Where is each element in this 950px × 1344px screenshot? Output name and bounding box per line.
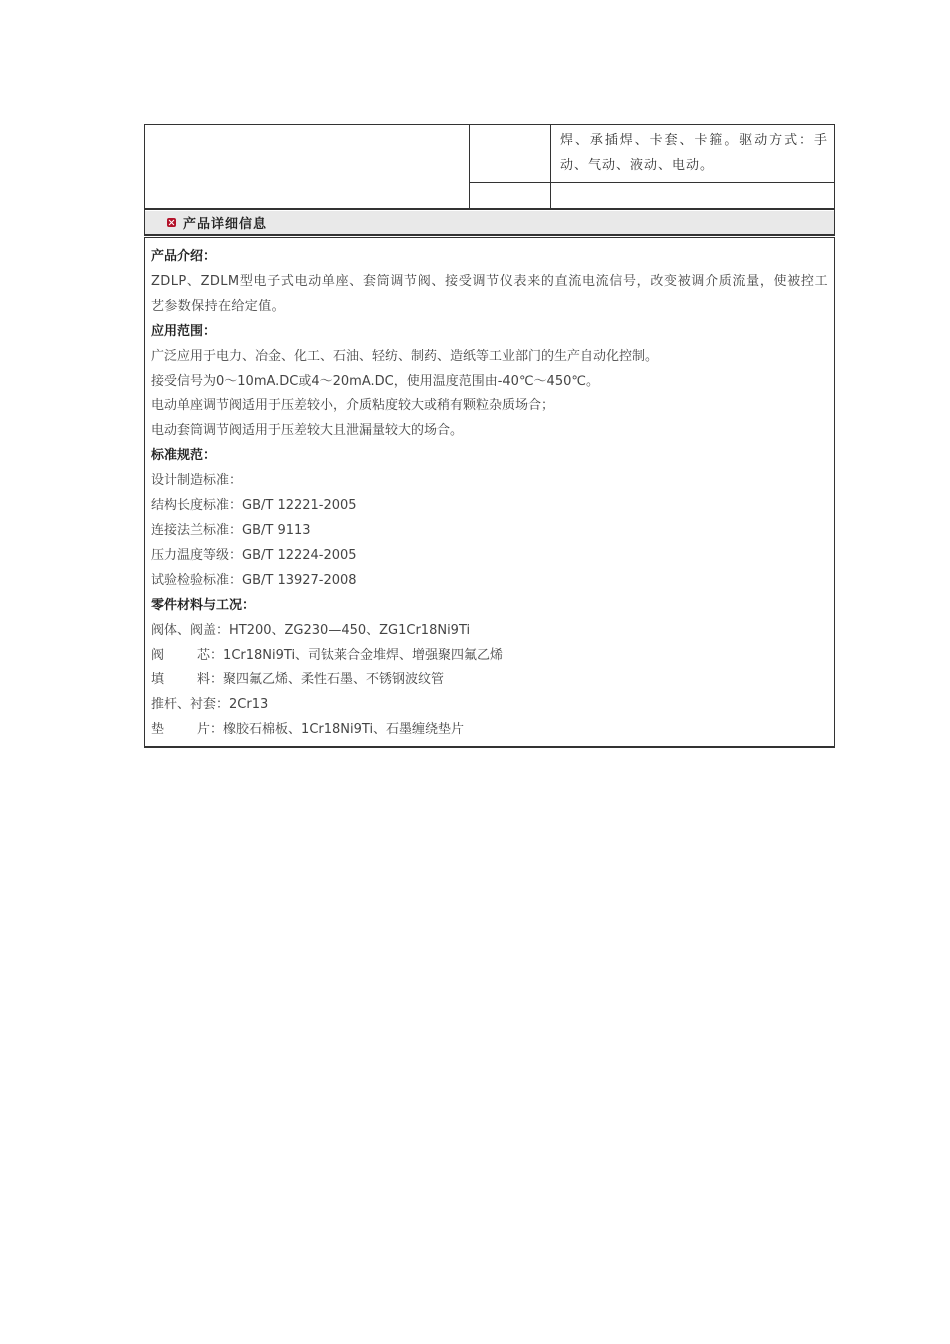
materials-line: 填 料：聚四氟乙烯、柔性石墨、不锈钢波纹管 (151, 672, 445, 688)
materials-line: 阀 芯：1Cr18Ni9Ti、司钛莱合金堆焊、增强聚四氟乙烯 (151, 647, 504, 663)
spec-table-value-cell-2 (551, 183, 835, 209)
application-line: 接受信号为0～10mA.DC或4～20mA.DC，使用温度范围由-40℃～450℃。 (151, 373, 599, 389)
standards-line: 压力温度等级：GB/T 12224-2005 (151, 547, 357, 563)
section-header (144, 208, 835, 236)
standards-line: 连接法兰标准：GB/T 9113 (151, 522, 311, 538)
application-line: 电动单座调节阀适用于压差较小，介质粘度较大或稍有颗粒杂质场合； (151, 398, 555, 414)
standards-line: 设计制造标准： (151, 473, 243, 489)
intro-text: ZDLP、ZDLM型电子式电动单座、套筒调节阀、接受调节仪表来的直流电流信号，改变被调介质流量，使被控工艺参数保持在给定值。 (151, 273, 828, 314)
application-line: 电动套筒调节阀适用于压差较大且泄漏量较大的场合。 (151, 423, 464, 439)
product-details (144, 237, 835, 748)
spec-table-value-cell: 焊、承插焊、卡套、卡箍。驱动方式：手动、气动、液动、电动。 (551, 125, 835, 183)
application-line: 广泛应用于电力、冶金、化工、石油、轻纺、制药、造纸等工业部门的生产自动化控制。 (151, 348, 659, 364)
spec-table-label-cell (470, 125, 551, 183)
section-title: 产品详细信息 (183, 216, 268, 232)
application-heading: 应用范围： (151, 323, 217, 339)
spec-table-empty-cell (145, 125, 470, 209)
materials-line: 阀体、阀盖：HT200、ZG230—450、ZG1Cr18Ni9Ti (151, 622, 471, 638)
spec-table-label-cell-2 (470, 183, 551, 209)
materials-line: 推杆、衬套：2Cr13 (151, 697, 269, 713)
spec-table (144, 124, 835, 209)
standards-line: 试验检验标准：GB/T 13927-2008 (151, 572, 357, 588)
document-frame (144, 124, 835, 748)
close-icon (167, 218, 176, 227)
materials-heading: 零件材料与工况： (151, 597, 256, 613)
intro-heading: 产品介绍： (151, 249, 217, 264)
standards-heading: 标准规范： (151, 448, 217, 464)
materials-line: 垫 片：橡胶石棉板、1Cr18Ni9Ti、石墨缠绕垫片 (151, 722, 465, 738)
standards-line: 结构长度标准：GB/T 12221-2005 (151, 498, 357, 514)
